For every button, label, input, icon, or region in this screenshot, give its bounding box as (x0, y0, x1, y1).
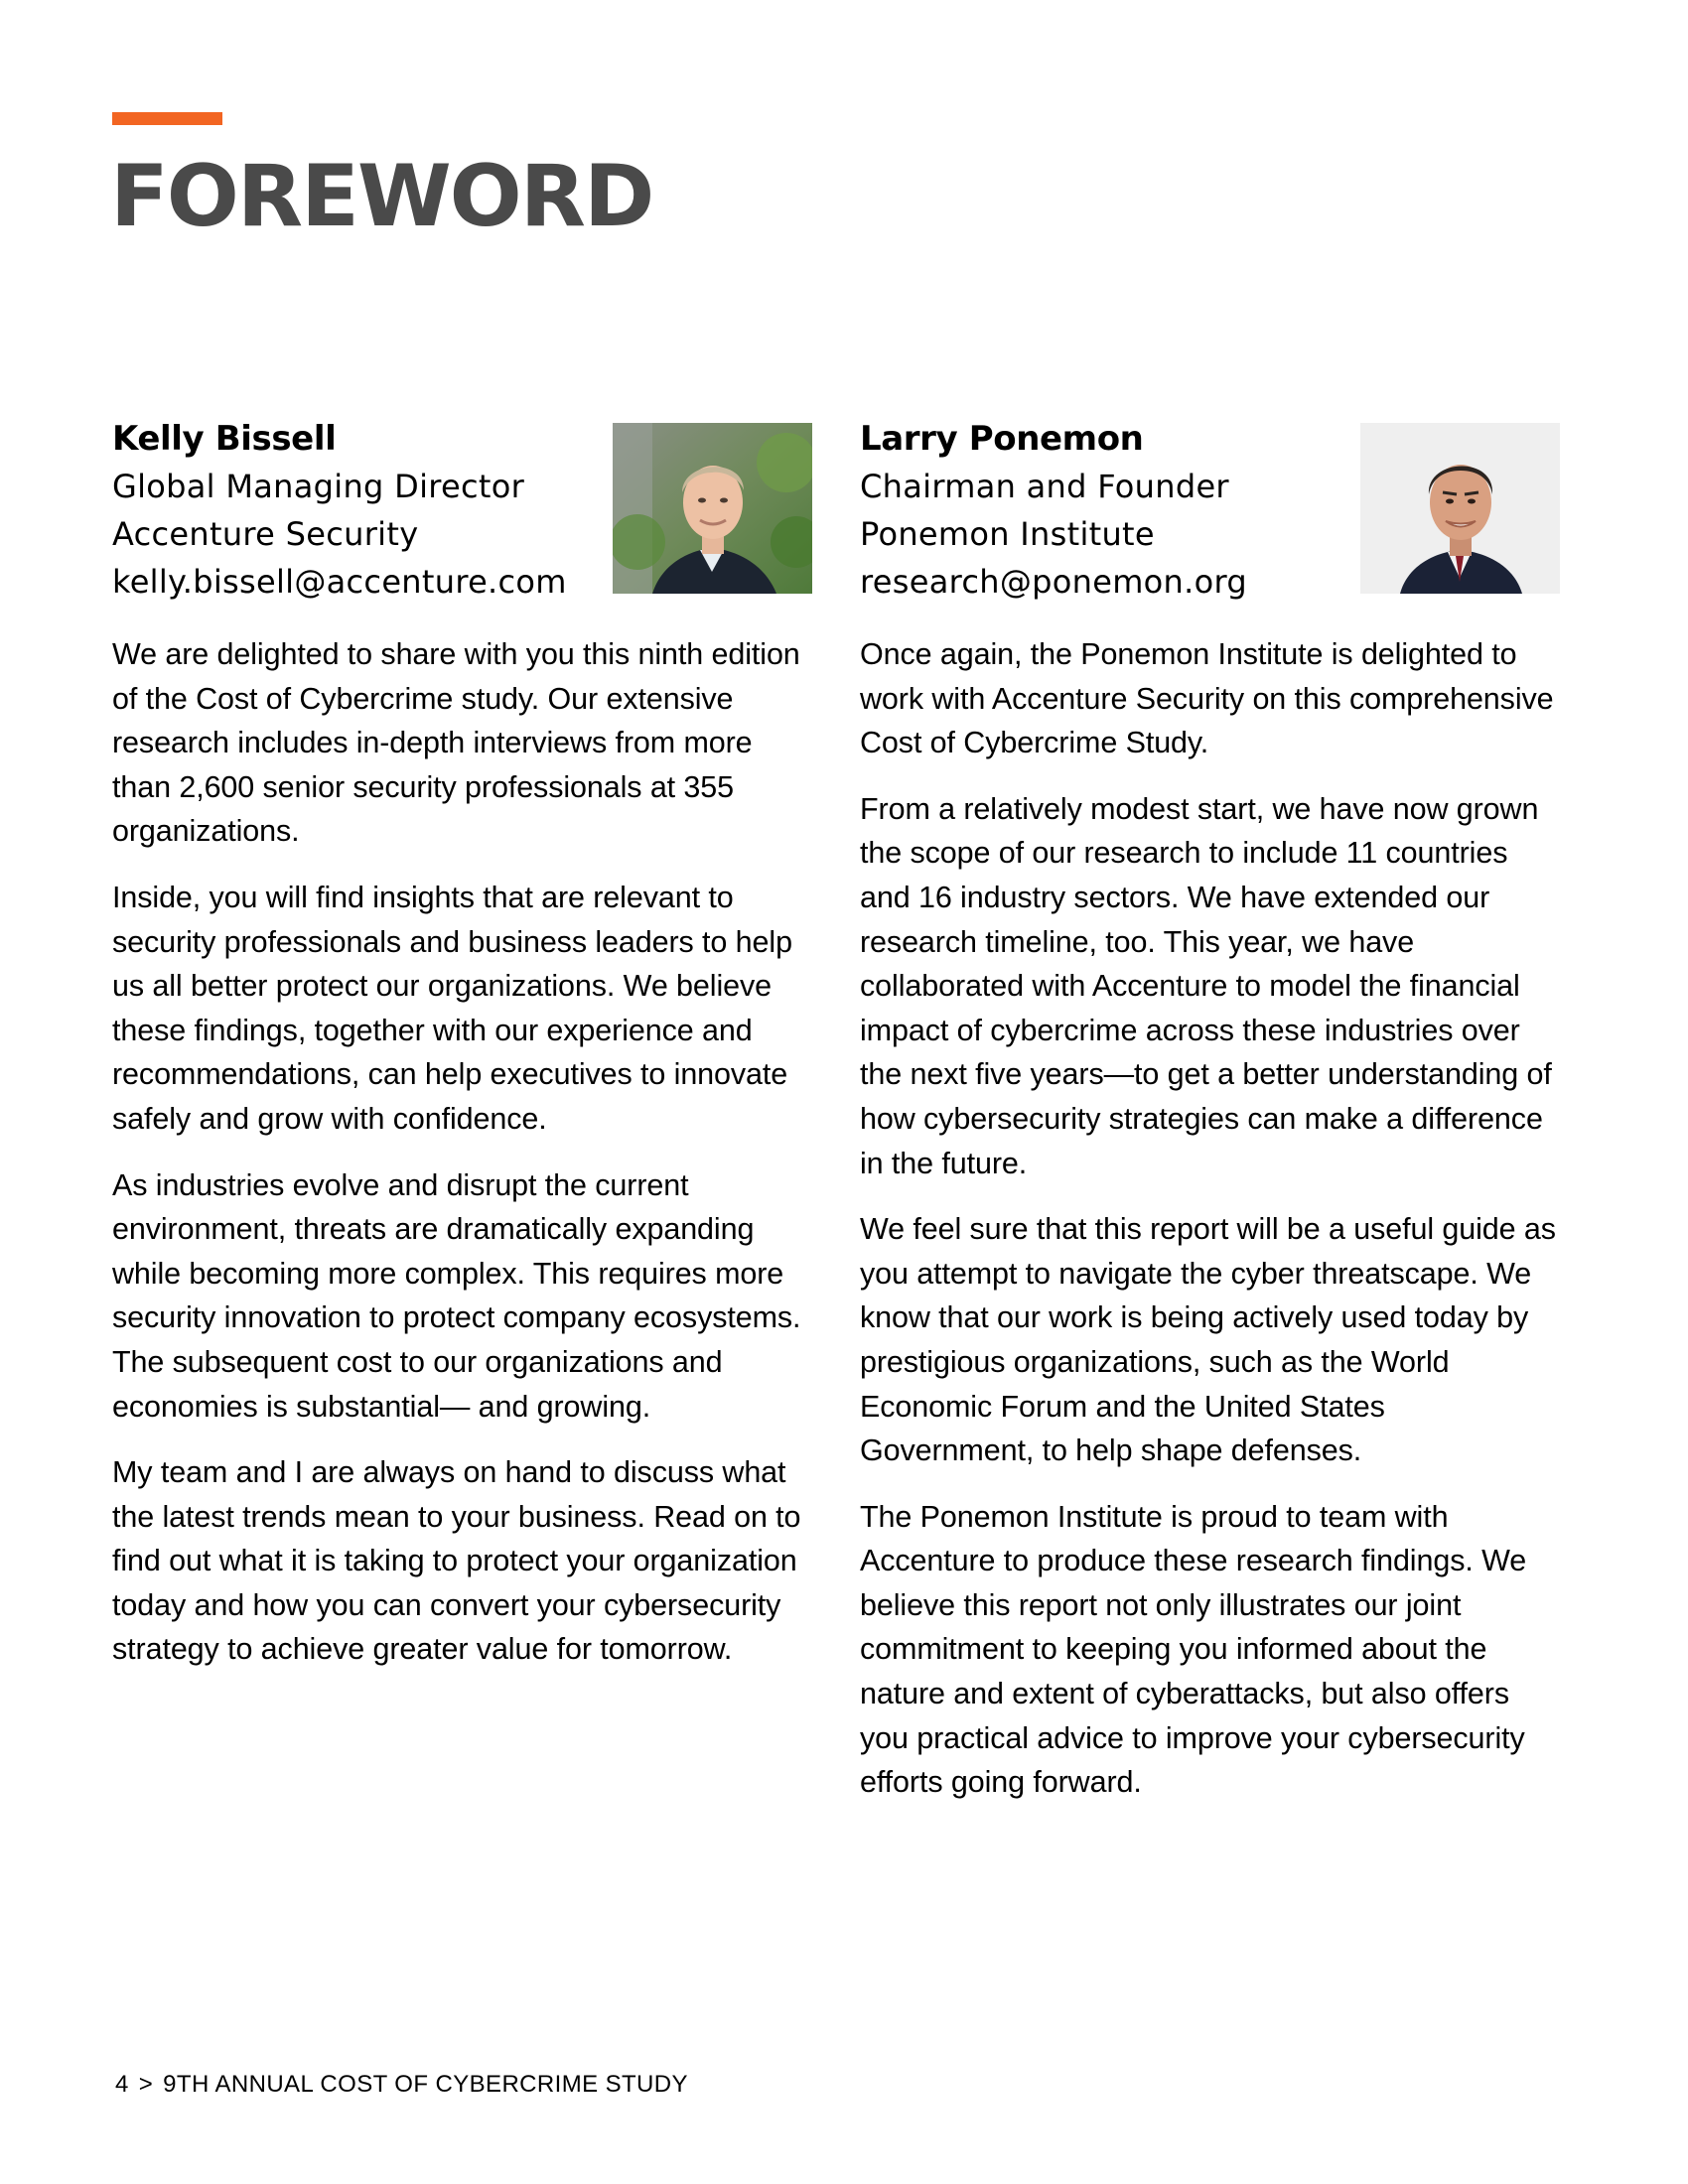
page-title: FOREWORD (110, 147, 653, 246)
page-footer (115, 2070, 688, 2100)
author-organization: Ponemon Institute (860, 515, 1155, 553)
paragraph: My team and I are always on hand to discuss what the latest trends mean to your business. Read on to find out what it is taking to protect your organization today and how you can convert your cybersecurity strategy to achieve greater value for tomorrow. (112, 1455, 801, 1667)
paragraph: The Ponemon Institute is proud to team with Accenture to produce these research findings. We believe this report not only illustrates our joint commitment to keeping you informed about the nature and extent of cyberattacks, but also offers you practical advice to improve your cybersecurity efforts going forward. (860, 1499, 1527, 1800)
foreword-column-kelly-bissell (112, 415, 812, 1694)
author-block (860, 415, 1560, 604)
foreword-column-larry-ponemon (860, 415, 1560, 1827)
paragraph: We feel sure that this report will be a useful guide as you attempt to navigate the cyber threatscape. We know that our work is being actively used today by prestigious organizations, such as the World Economic Forum and the United States Government, to help shape defenses. (860, 1212, 1556, 1468)
author-role: Chairman and Founder (860, 468, 1229, 505)
accent-bar (112, 112, 222, 125)
author-email[interactable]: research@ponemon.org (860, 563, 1247, 601)
author-email[interactable]: kelly.bissell@accenture.com (112, 563, 567, 601)
author-name: Larry Ponemon (860, 419, 1144, 459)
paragraph: We are delighted to share with you this ninth edition of the Cost of Cybercrime study. Our extensive research includes in-depth interviews from more than 2,600 senior security professionals at 355 organizations. (112, 637, 800, 849)
author-organization: Accenture Security (112, 515, 419, 553)
author-photo-larry-ponemon (1360, 423, 1560, 594)
paragraph: Inside, you will find insights that are relevant to security professionals and business leaders to help us all better protect our organizations. We believe these findings, together with our experience and recommendations, can help executives to innovate safely and grow with confidence. (112, 880, 792, 1136)
paragraph: From a relatively modest start, we have now grown the scope of our research to include 11 countries and 16 industry sectors. We have extended our research timeline, too. This year, we have collaborated with Accenture to model the financial impact of cybercrime across these industries over the next five years—to get a better understanding of how cybersecurity strategies can make a difference in the future. (860, 791, 1552, 1180)
foreword-body (112, 632, 812, 1672)
report-title: 9TH ANNUAL COST OF CYBERCRIME STUDY (163, 2071, 688, 2098)
author-block (112, 415, 812, 604)
author-role: Global Managing Director (112, 468, 525, 505)
paragraph: As industries evolve and disrupt the current environment, threats are dramatically expanding while becoming more complex. This requires more security innovation to protect company ecosystems. The subsequent cost to our organizations and economies is substantial— and growing. (112, 1167, 801, 1424)
foreword-body (860, 632, 1560, 1805)
author-photo-kelly-bissell (613, 423, 812, 594)
page-number: 4 (115, 2071, 129, 2098)
author-name: Kelly Bissell (112, 419, 337, 459)
footer-separator: > (138, 2071, 154, 2098)
paragraph: Once again, the Ponemon Institute is delighted to work with Accenture Security on this comprehensive Cost of Cybercrime Study. (860, 637, 1554, 760)
